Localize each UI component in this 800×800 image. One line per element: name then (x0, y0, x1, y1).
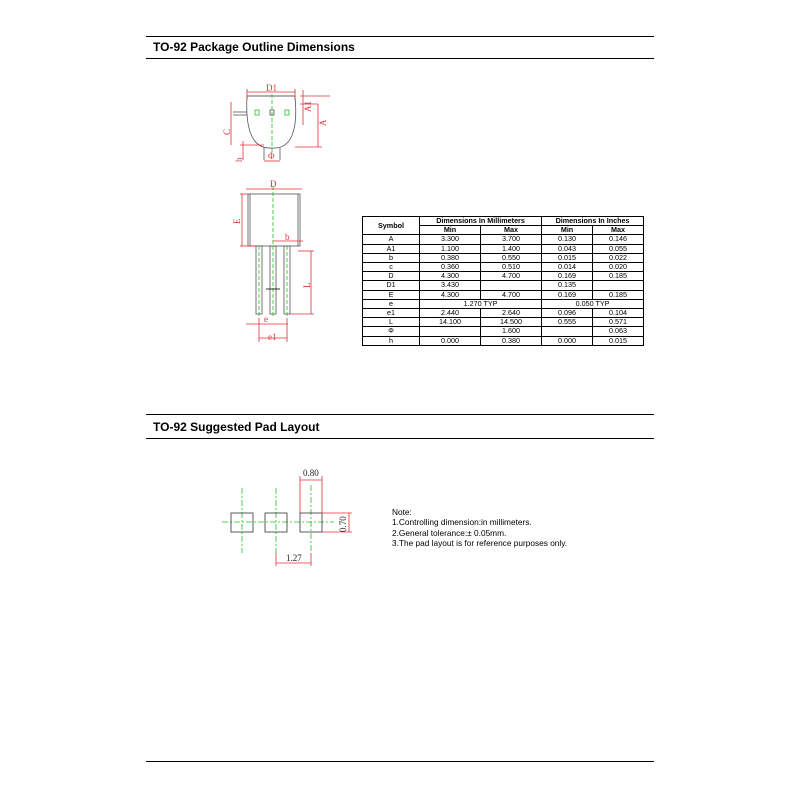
notes (392, 507, 567, 548)
label-D: D (270, 179, 277, 189)
header-mm-min: Min (420, 226, 481, 235)
header-in-min: Min (542, 226, 593, 235)
table-row: c 0.360 0.510 0.014 0.020 (363, 263, 644, 272)
note-item: 1.Controlling dimension:in millimeters. (392, 517, 532, 528)
label-phi: Φ (268, 151, 275, 161)
table-row: b 0.380 0.550 0.015 0.022 (363, 253, 644, 262)
table-row: e 1.270 TYP 0.050 TYP (363, 299, 644, 308)
label-A1: A1 (303, 101, 313, 112)
section-rule (146, 438, 654, 439)
table-row: E 4.300 4.700 0.169 0.185 (363, 290, 644, 299)
label-h: h (234, 157, 244, 162)
note-item: 2.General tolerance:± 0.05mm. (392, 527, 507, 538)
label-e1: e1 (268, 332, 277, 342)
header-mm: Dimensions In Millimeters (420, 217, 542, 226)
table-row: Φ 1.600 0.063 (363, 327, 644, 336)
label-pad-height: 0.70 (338, 516, 348, 532)
label-pad-width: 0.80 (303, 468, 319, 478)
table-row: D1 3.430 0.135 (363, 281, 644, 290)
label-C: C (222, 128, 232, 135)
section-rule (146, 414, 654, 415)
table-row: h 0.000 0.380 0.000 0.015 (363, 336, 644, 345)
header-symbol: Symbol (363, 217, 420, 235)
note-item: 3.The pad layout is for reference purposes only. (392, 537, 568, 548)
table-row: D 4.300 4.700 0.169 0.185 (363, 272, 644, 281)
header-mm-max: Max (481, 226, 542, 235)
table-row: A 3.300 3.700 0.130 0.146 (363, 235, 644, 244)
footer-rule (146, 761, 654, 762)
label-b: b (285, 232, 290, 242)
label-A: A (318, 119, 328, 126)
label-pad-pitch: 1.27 (286, 553, 302, 563)
label-L: L (302, 282, 312, 288)
table-row: A1 1.100 1.400 0.043 0.055 (363, 244, 644, 253)
label-E: E (232, 218, 242, 224)
table-row: L 14.100 14.500 0.555 0.571 (363, 318, 644, 327)
table-row: e1 2.440 2.640 0.096 0.104 (363, 309, 644, 318)
label-D1: D1 (266, 83, 277, 93)
label-e: e (264, 314, 268, 324)
dimensions-table (362, 216, 644, 346)
section-title-outline: TO-92 Package Outline Dimensions (153, 40, 355, 54)
notes-title: Note: (392, 507, 412, 517)
section-title-pad: TO-92 Suggested Pad Layout (153, 420, 320, 434)
header-inch: Dimensions In Inches (542, 217, 644, 226)
header-in-max: Max (593, 226, 644, 235)
